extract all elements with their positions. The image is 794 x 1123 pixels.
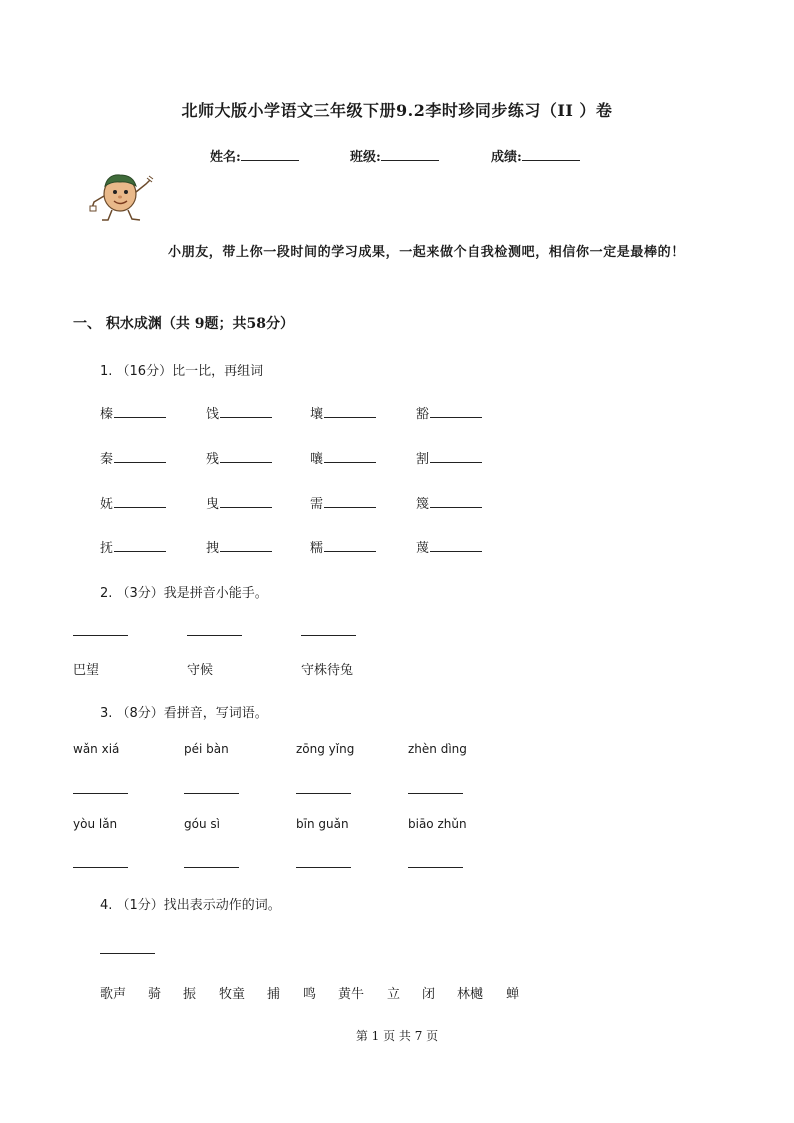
answer-blank[interactable]: [324, 494, 376, 508]
q4-word: 黄牛: [338, 987, 365, 1002]
q4-word: 捕: [267, 987, 281, 1002]
q4-word: 蝉: [506, 987, 520, 1002]
answer-blank[interactable]: [114, 449, 166, 463]
answer-blank[interactable]: [301, 635, 356, 636]
question-4-stem: 4. （1分）找出表示动作的词。: [100, 898, 281, 913]
answer-blank[interactable]: [324, 404, 376, 418]
page-footer: 第 1 页 共 7 页: [355, 1029, 439, 1043]
q1-item: 豁: [416, 403, 482, 422]
answer-blank[interactable]: [114, 494, 166, 508]
q1-item: 需: [310, 493, 376, 512]
q2-word: 守候: [187, 663, 214, 678]
q4-word: 立: [387, 987, 401, 1002]
q4-word: 骑: [148, 987, 162, 1002]
q4-word: 牧童: [219, 987, 246, 1002]
pinyin: bīn guǎn: [296, 817, 349, 831]
class-label: 班级:: [350, 150, 381, 165]
pinyin: zōng yǐng: [296, 742, 355, 756]
intro-text: 小朋友，带上你一段时间的学习成果，一起来做个自我检测吧，相信你一定是最棒的！: [168, 245, 685, 260]
score-label: 成绩:: [491, 150, 522, 165]
q1-item: 抚: [100, 537, 166, 556]
answer-blank[interactable]: [296, 793, 351, 794]
q4-word: 林樾: [457, 987, 484, 1002]
cartoon-boy-icon: [86, 170, 158, 226]
answer-blank[interactable]: [73, 635, 128, 636]
answer-blank[interactable]: [184, 867, 239, 868]
answer-blank[interactable]: [430, 449, 482, 463]
name-field: [210, 146, 299, 165]
answer-blank[interactable]: [430, 538, 482, 552]
class-field: [350, 146, 439, 165]
q1-item: 曳: [206, 493, 272, 512]
answer-blank[interactable]: [73, 867, 128, 868]
page-title: 北师大版小学语文三年级下册9.2李时珍同步练习（II ）卷: [181, 101, 613, 120]
name-blank[interactable]: [241, 147, 299, 161]
q1-item: 蔑: [416, 537, 482, 556]
answer-blank[interactable]: [220, 404, 272, 418]
q4-word: 鸣: [303, 987, 317, 1002]
pinyin: yòu lǎn: [73, 817, 118, 831]
question-3-stem: 3. （8分）看拼音，写词语。: [100, 706, 268, 721]
pinyin: góu sì: [184, 817, 220, 831]
answer-blank[interactable]: [430, 404, 482, 418]
answer-blank[interactable]: [430, 494, 482, 508]
q4-word: 歌声: [100, 987, 127, 1002]
name-label: 姓名:: [210, 150, 241, 165]
q1-item: 篾: [416, 493, 482, 512]
q1-item: 榛: [100, 403, 166, 422]
answer-blank[interactable]: [408, 793, 463, 794]
score-blank[interactable]: [522, 147, 580, 161]
answer-blank[interactable]: [296, 867, 351, 868]
section-title: 一、 积水成渊（共 9题；共58分）: [73, 316, 294, 332]
pinyin: zhèn dìng: [408, 742, 467, 756]
answer-blank[interactable]: [114, 538, 166, 552]
q2-word: 巴望: [73, 663, 100, 678]
score-field: [491, 146, 580, 165]
q1-item: 残: [206, 448, 272, 467]
answer-blank[interactable]: [184, 793, 239, 794]
answer-blank[interactable]: [220, 538, 272, 552]
answer-blank[interactable]: [220, 449, 272, 463]
answer-blank[interactable]: [408, 867, 463, 868]
answer-blank[interactable]: [324, 538, 376, 552]
q1-item: 壤: [310, 403, 376, 422]
pinyin: wǎn xiá: [73, 742, 120, 756]
q1-item: 糯: [310, 537, 376, 556]
answer-blank[interactable]: [324, 449, 376, 463]
class-blank[interactable]: [381, 147, 439, 161]
answer-blank[interactable]: [100, 953, 155, 954]
q4-word: 闭: [422, 987, 436, 1002]
answer-blank[interactable]: [220, 494, 272, 508]
q1-item: 秦: [100, 448, 166, 467]
pinyin: péi bàn: [184, 742, 229, 756]
answer-blank[interactable]: [187, 635, 242, 636]
pinyin: biāo zhǔn: [408, 817, 467, 831]
q1-item: 拽: [206, 537, 272, 556]
answer-blank[interactable]: [73, 793, 128, 794]
q1-item: 饯: [206, 403, 272, 422]
q1-item: 妩: [100, 493, 166, 512]
answer-blank[interactable]: [114, 404, 166, 418]
question-2-stem: 2. （3分）我是拼音小能手。: [100, 586, 268, 601]
q1-item: 割: [416, 448, 482, 467]
q2-word: 守株待兔: [301, 663, 354, 678]
q1-item: 嚷: [310, 448, 376, 467]
question-1-stem: 1. （16分）比一比，再组词: [100, 364, 264, 379]
q4-word: 振: [183, 987, 197, 1002]
